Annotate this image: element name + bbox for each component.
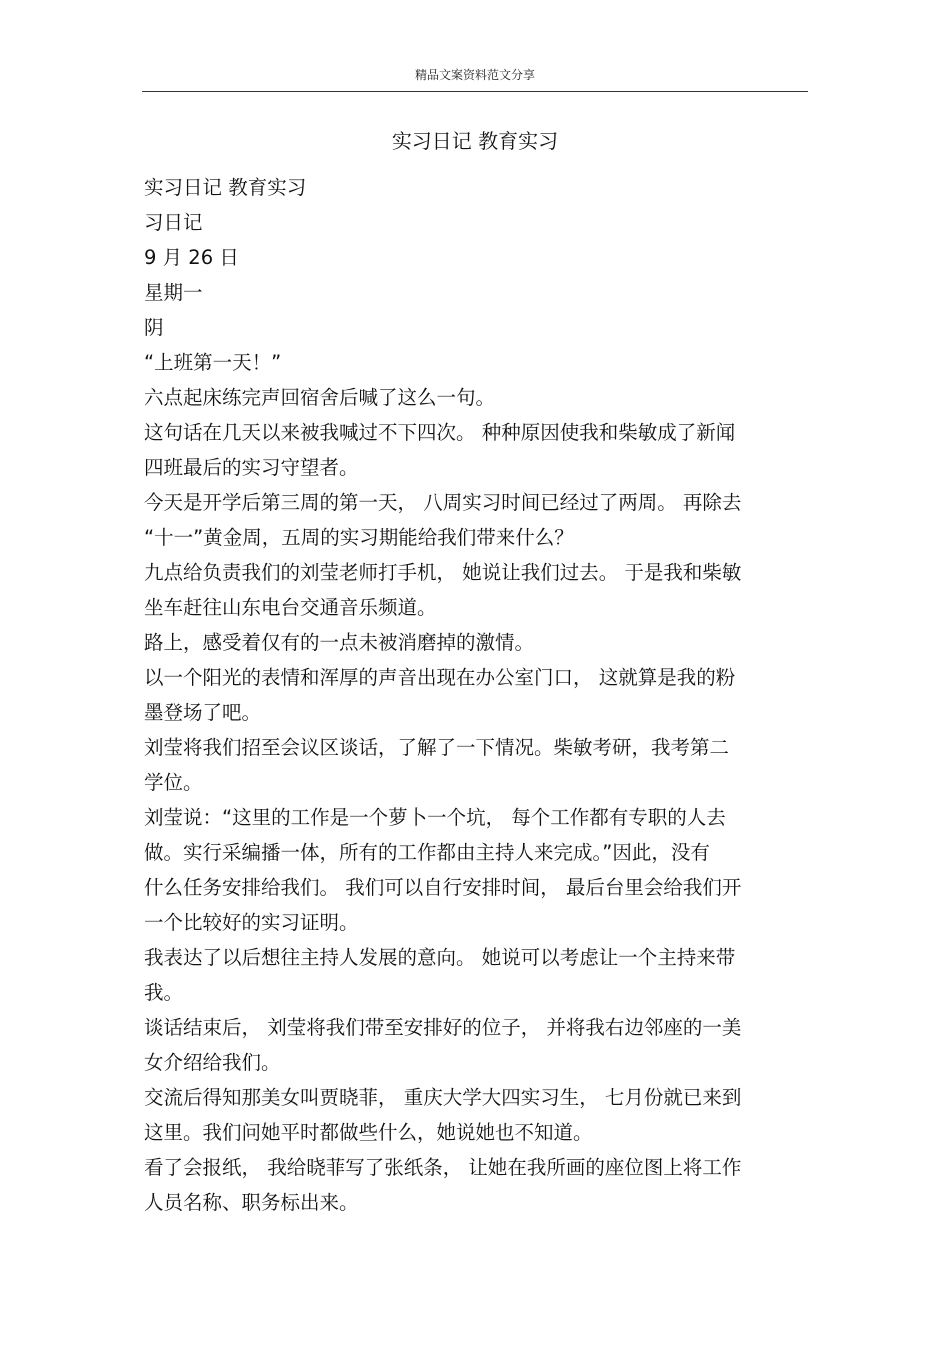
body-line: 看了会报纸， 我给晓菲写了张纸条， 让她在我所画的座位图上将工作 [144,1156,742,1179]
body-line: 女介绍给我们。 [144,1051,281,1074]
body-line: 墨登场了吧。 [144,701,262,724]
body-line: 这里。我们问她平时都做些什么，她说她也不知道。 [144,1121,593,1144]
body-line: 学位。 [144,771,203,794]
body-line: 刘莹说：“这里的工作是一个萝卜一个坑， 每个工作都有专职的人去 [144,806,726,829]
body-line: 做。实行采编播一体，所有的工作都由主持人来完成。”因此，没有 [144,841,710,864]
body-line: “上班第一天！” [144,351,282,374]
body-line: 星期一 [144,281,203,304]
body-line: 路上，感受着仅有的一点未被消磨掉的激情。 [144,631,535,654]
body-line: 九点给负责我们的刘莹老师打手机， 她说让我们过去。 于是我和柴敏 [144,561,742,584]
document-body [144,170,808,1220]
body-line: 什么任务安排给我们。 我们可以自行安排时间， 最后台里会给我们开 [144,876,742,899]
body-line: 这句话在几天以来被我喊过不下四次。 种种原因使我和柴敏成了新闻 [144,421,736,444]
body-line: 阴 [144,316,164,339]
body-line: 今天是开学后第三周的第一天， 八周实习时间已经过了两周。 再除去 [144,491,742,514]
body-line: 我。 [144,981,184,1004]
page-header: 精品文案资料范文分享 [414,68,535,82]
body-line: 习日记 [144,211,203,234]
body-line: 坐车赶往山东电台交通音乐频道。 [144,596,437,619]
body-line: 9 月 26 日 [144,246,239,269]
body-line: 刘莹将我们招至会议区谈话，了解了一下情况。柴敏考研，我考第二 [144,736,730,759]
body-line: 六点起床练完声回宿舍后喊了这么一句。 [144,386,496,409]
body-line: 我表达了以后想往主持人发展的意向。 她说可以考虑让一个主持来带 [144,946,736,969]
body-line: 一个比较好的实习证明。 [144,911,359,934]
body-line: 实习日记 教育实习 [144,176,307,199]
document-title: 实习日记 教育实习 [391,129,559,153]
body-line: “十一”黄金周，五周的实习期能给我们带来什么？ [144,526,574,549]
body-line: 交流后得知那美女叫贾晓菲， 重庆大学大四实习生， 七月份就已来到 [144,1086,742,1109]
header-divider [142,91,808,92]
body-line: 四班最后的实习守望者。 [144,456,359,479]
body-line: 以一个阳光的表情和浑厚的声音出现在办公室门口， 这就算是我的粉 [144,666,736,689]
body-line: 谈话结束后， 刘莹将我们带至安排好的位子， 并将我右边邻座的一美 [144,1016,742,1039]
body-line: 人员名称、职务标出来。 [144,1191,359,1214]
